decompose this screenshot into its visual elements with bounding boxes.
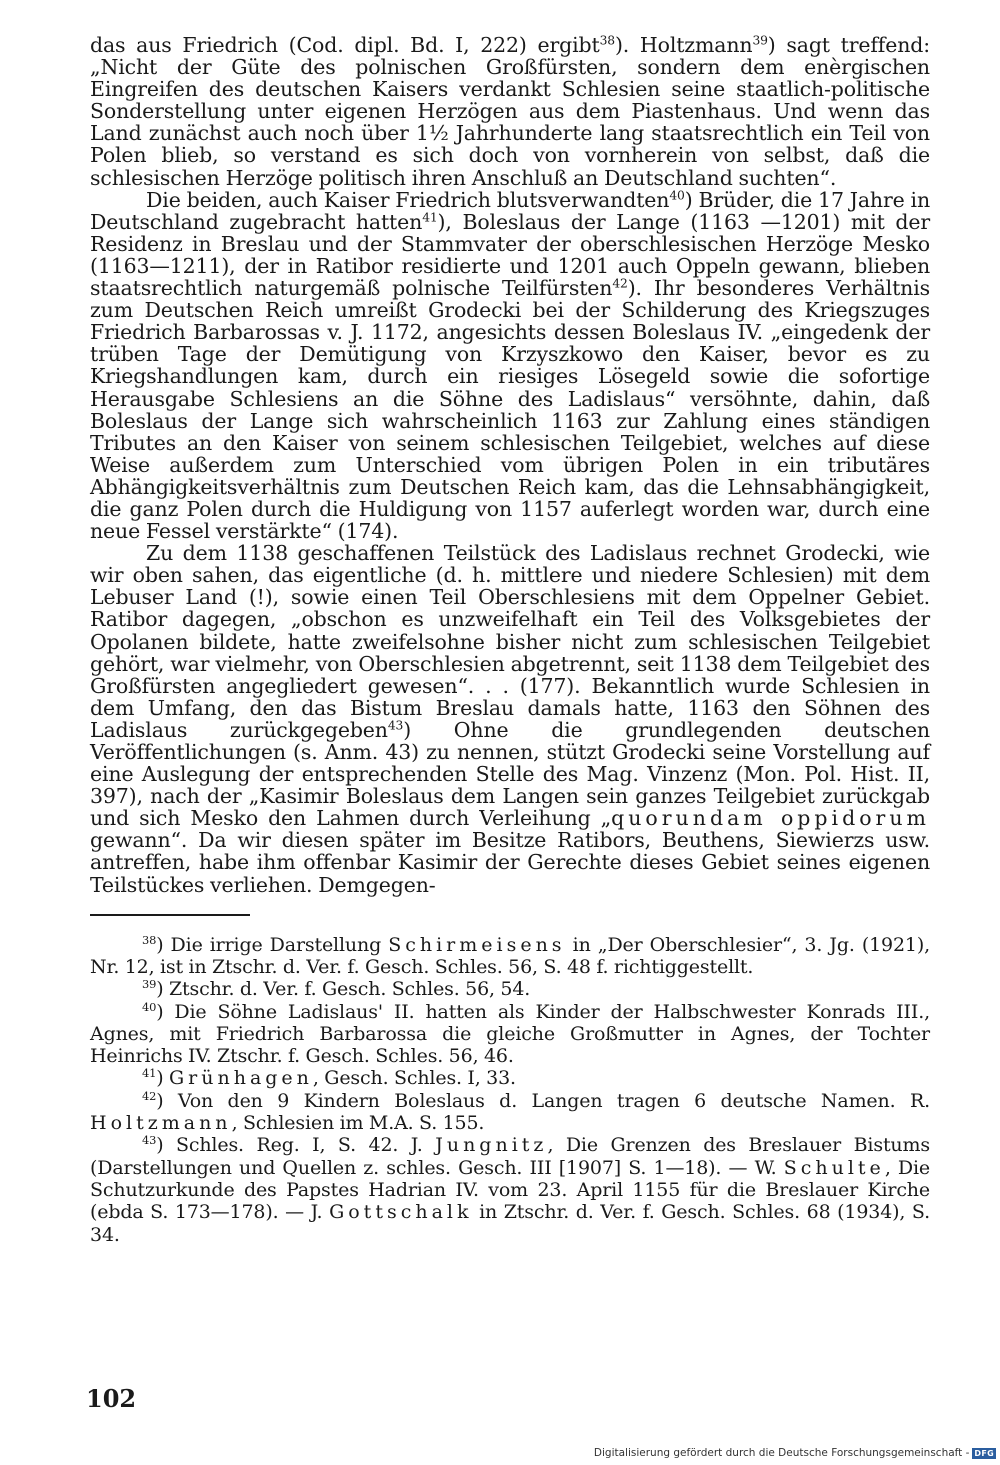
- text: ). Holtzmann: [614, 33, 753, 57]
- footnote-number: 39: [142, 977, 157, 992]
- dfg-logo: DFG: [974, 1448, 994, 1458]
- text: ) Die Söhne Ladislaus' II. hatten als Kinder der Halbschwester Konrads III., Agnes, mit Friedrich Barbarossa die gleiche Großmutter in Agnes, der Tochter Heinrichs IV. Ztschr. f. Gesch. Schles. 56, 46.: [90, 1000, 930, 1068]
- text: in „Der Oberschlesier“, 3. Jg. (1921), Nr. 12, ist in Ztschr. d. Ver. f. Gesch. Schles. 56, S. 48 f. richtiggestellt.: [90, 933, 930, 978]
- spaced-name: Holtzmann: [90, 1112, 232, 1135]
- text: ). Ihr besonderes Verhältnis zum Deutschen Reich umreißt Grodecki bei der Schilderung des Kriegszuges Friedrich Barbarossas v. J. 1172, angesichts dessen Boleslaus IV. „eingedenk der trüben Tage der Demütigung von Krzyszkowo den Kaiser, bevor es zu Kriegshandlungen kam, durch ein riesiges Lösegeld sowie die sofortige Herausgabe Schlesiens an die Söhne des Ladislaus“ versöhnte, dahin, daß Boleslaus der Lange sich wahrscheinlich 1163 zur Zahlung eines ständigen Tributes an den Kaiser von seinem schlesischen Teilgebiet, welches auf diese Weise außerdem zum Unterschied vom übrigen Polen in ein tributäres Abhängigkeitsverhältnis zum Deutschen Reich kam, das die Lehnsabhängigkeit, die ganz Polen durch die Huldigung von 1157 auferlegt worden war, durch eine neue Fessel verstärkte“ (174).: [90, 276, 930, 544]
- spaced-name: Jungnitz: [435, 1134, 548, 1157]
- text: Die beiden, auch Kaiser Friedrich blutsverwandten: [146, 187, 670, 212]
- footnote-ref-41[interactable]: 41: [422, 210, 438, 225]
- text: , Schlesien im M.A. S. 155.: [231, 1112, 485, 1135]
- spaced-name: Gottschalk: [329, 1201, 473, 1224]
- paragraph-2: [90, 189, 930, 543]
- page-body: [90, 34, 930, 1246]
- footnote-number: 40: [142, 999, 157, 1014]
- text: ) Von den 9 Kindern Boleslaus d. Langen tragen 6 deutsche Namen. R.: [156, 1089, 930, 1112]
- footnote-38: [90, 934, 930, 979]
- text: , Die Schutzurkunde des Papstes Hadrian IV. vom 23. April 1155 für die Breslauer Kirche (ebda S. 173—178). — J.: [90, 1156, 931, 1224]
- text: in Ztschr. d. Ver. f. Gesch. Schles. 68 (1934), S. 34.: [90, 1201, 930, 1246]
- footnote-separator: [90, 914, 250, 916]
- text: , Die Grenzen des Breslauer Bistums (Darstellungen und Quellen z. schles. Gesch. III [1907] S. 1—18). — W.: [90, 1134, 930, 1179]
- footnote-ref-42[interactable]: 42: [612, 276, 628, 291]
- text: ): [156, 1067, 169, 1090]
- text: ) Schles. Reg. I, S. 42. J.: [156, 1134, 436, 1157]
- footnote-number: 41: [142, 1066, 157, 1081]
- text: gewann“. Da wir diesen später im Besitze Ratibors, Beuthens, Siewierzs usw. antreffen, habe ihm offenbar Kasimir der Gerechte dieses Gebiet seines eigenen Teilstückes verliehen. Demgegen-: [90, 828, 930, 897]
- spaced-name: Schirmeisens: [388, 933, 566, 956]
- footnote-ref-39[interactable]: 39: [752, 33, 768, 48]
- spaced-text: quorundam oppidorum: [611, 806, 930, 831]
- footnote-number: 38: [142, 932, 157, 947]
- footnote-42: [90, 1090, 930, 1135]
- credit-text: Digitalisierung gefördert durch die Deutsche Forschungsgemeinschaft -: [593, 1447, 970, 1459]
- paragraph-3: [90, 542, 930, 896]
- digitization-credit: [594, 1447, 996, 1459]
- main-text: [90, 34, 930, 896]
- text: ) Die irrige Darstellung: [156, 933, 389, 956]
- text: ) Ztschr. d. Ver. f. Gesch. Schles. 56, 54.: [156, 978, 531, 1001]
- spaced-name: Grünhagen: [168, 1067, 313, 1090]
- text: , Gesch. Schles. I, 33.: [312, 1067, 516, 1090]
- footnote-39: [90, 978, 930, 1000]
- text: ), Boleslaus der Lange (1163 —1201) mit der Residenz in Breslau und der Stammvater der oberschlesischen Herzöge Mesko (1163—1211), der in Ratibor residierte und 1201 auch Oppeln gewann, blieben staatsrechtlich naturgemäß polnische Teilfürsten: [90, 209, 930, 301]
- page-number: 102: [86, 1384, 137, 1413]
- footnote-ref-38[interactable]: 38: [599, 33, 615, 48]
- footnote-number: 43: [142, 1133, 157, 1148]
- text: Zu dem 1138 geschaffenen Teilstück des Ladislaus rechnet Grodecki, wie wir oben sahen, das eigentliche (d. h. mittlere und niedere Schlesien) mit dem Lebuser Land (!), sowie einen Teil Oberschlesiens mit dem Oppelner Gebiet. Ratibor dagegen, „obschon es unzweifelhaft ein Teil des Volksgebietes der Opolanen bildete, hatte zweifelsohne bisher nicht zum schlesischen Teilgebiet gehört, war vielmehr, von Oberschlesien abgetrennt, seit 1138 dem Teilgebiet des Großfürsten angegliedert gewesen“. . . (177). Bekanntlich wurde Schlesien in dem Umfang, den das Bistum Breslau damals hatte, 1163 den Söhnen des Ladislaus zurückgegeben: [90, 541, 930, 742]
- text: ) Ohne die grundlegenden deutschen Veröffentlichungen (s. Anm. 43) zu nennen, stützt Grodecki seine Vorstellung auf eine Auslegung der entsprechenden Stelle des Mag. Vinzenz (Mon. Pol. Hist. II, 397), nach der „Kasimir Boleslaus dem Langen sein ganzes Teilgebiet zurückgab und sich Mesko den Lahmen durch Verleihung „: [90, 717, 930, 831]
- footnote-43: [90, 1134, 930, 1245]
- spaced-name: Schulte: [783, 1156, 885, 1179]
- text: ) Brüder, die 17 Jahre in Deutschland zugebracht hatten: [90, 187, 930, 234]
- footnote-41: [90, 1067, 930, 1089]
- footnote-40: [90, 1001, 930, 1068]
- text: ) sagt treffend: „Nicht der Güte des polnischen Großfürsten, sondern dem enèrgischen Eingreifen des deutschen Kaisers verdankt Schlesien seine staatlich-politische Sonderstellung unter eigenen Herzögen aus dem Piastenhaus. Und wenn das Land zunächst auch noch über 1½ Jahrhunderte lang staatsrechtlich ein Teil von Polen blieb, so verstand es sich doch von vornherein von selbst, daß die schlesischen Herzöge politisch ihren Anschluß an Deutschland suchten“.: [90, 33, 930, 190]
- footnote-ref-43[interactable]: 43: [387, 718, 404, 733]
- paragraph-1: [90, 34, 930, 189]
- footnotes: [90, 934, 930, 1246]
- text: das aus Friedrich (Cod. dipl. Bd. I, 222) ergibt: [90, 33, 600, 57]
- footnote-ref-40[interactable]: 40: [669, 188, 685, 203]
- footnote-number: 42: [142, 1088, 157, 1103]
